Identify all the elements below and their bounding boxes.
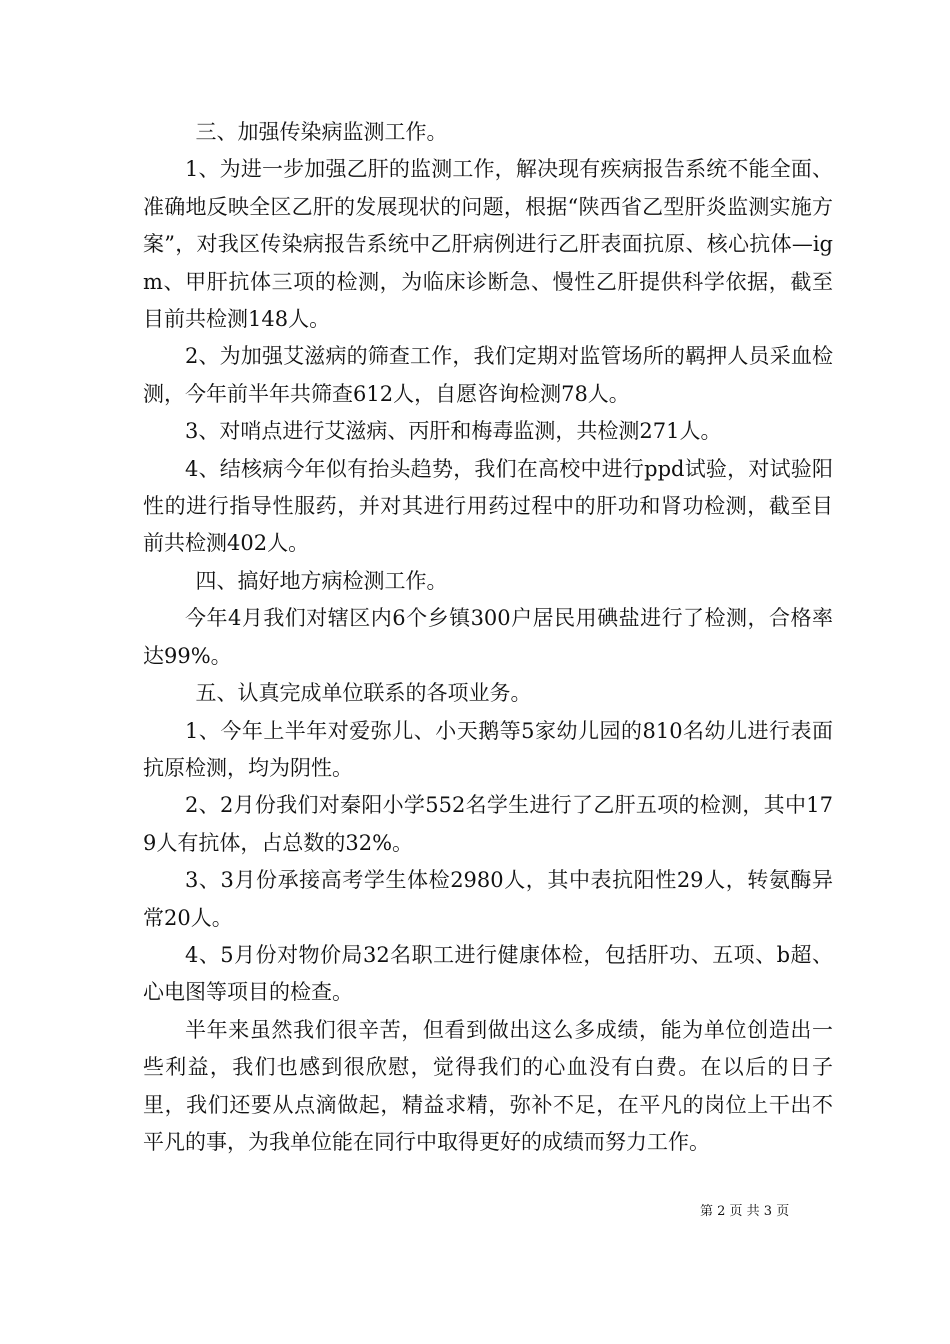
section-heading-5: 五、认真完成单位联系的各项业务。 bbox=[195, 681, 532, 706]
section-heading-4: 四、搞好地方病检测工作。 bbox=[195, 568, 448, 593]
page-number: 第 2 页 共 3 页 bbox=[700, 1204, 790, 1219]
section-heading-3: 三、加强传染病监测工作。 bbox=[195, 120, 448, 144]
paragraph-hepatitis-b-monitoring: 1、为进一步加强乙肝的监测工作，解决现有疾病报告系统不能全面、准确地反映全区乙肝的发展现状的问题，根据“陕西省乙型肝炎监测实施方案”，对我区传染病报告系统中乙肝病例进行乙肝表面抗原、核心抗体—igm、甲肝抗体三项的检测，为临床诊断急、慢性乙肝提供科学依据，截至目前共检测148人。 bbox=[143, 157, 833, 332]
paragraph-tuberculosis: 4、结核病今年似有抬头趋势，我们在高校中进行ppd试验，对试验阳性的进行指导性服药，并对其进行用药过程中的肝功和肾功检测，截至目前共检测402人。 bbox=[143, 456, 833, 556]
paragraph-price-bureau-checkup: 4、5月份对物价局32名职工进行健康体检，包括肝功、五项、b超、心电图等项目的检查。 bbox=[143, 942, 833, 1005]
document-body bbox=[143, 114, 833, 1161]
paragraph-iodized-salt: 今年4月我们对辖区内6个乡镇300户居民用碘盐进行了检测，合格率达99%。 bbox=[143, 606, 833, 668]
paragraph-gaokao-checkup: 3、3月份承接高考学生体检2980人，其中表抗阳性29人，转氨酶异常20人。 bbox=[143, 868, 833, 930]
paragraph-aids-screening: 2、为加强艾滋病的筛查工作，我们定期对监管场所的羁押人员采血检测，今年前半年共筛查612人，自愿咨询检测78人。 bbox=[143, 344, 833, 406]
paragraph-kindergarten: 1、今年上半年对爱弥儿、小天鹅等5家幼儿园的810名幼儿进行表面抗原检测，均为阴性。 bbox=[143, 718, 833, 780]
paragraph-conclusion: 半年来虽然我们很辛苦，但看到做出这么多成绩，能为单位创造出一些利益，我们也感到很欣慰，觉得我们的心血没有白费。在以后的日子里，我们还要从点滴做起，精益求精，弥补不足，在平凡的岗位上干出不平凡的事，为我单位能在同行中取得更好的成绩而努力工作。 bbox=[143, 1017, 833, 1154]
paragraph-sentinel-monitoring: 3、对哨点进行艾滋病、丙肝和梅毒监测，共检测271人。 bbox=[185, 419, 722, 444]
paragraph-primary-school: 2、2月份我们对秦阳小学552名学生进行了乙肝五项的检测，其中179人有抗体，占总数的32%。 bbox=[143, 793, 833, 855]
